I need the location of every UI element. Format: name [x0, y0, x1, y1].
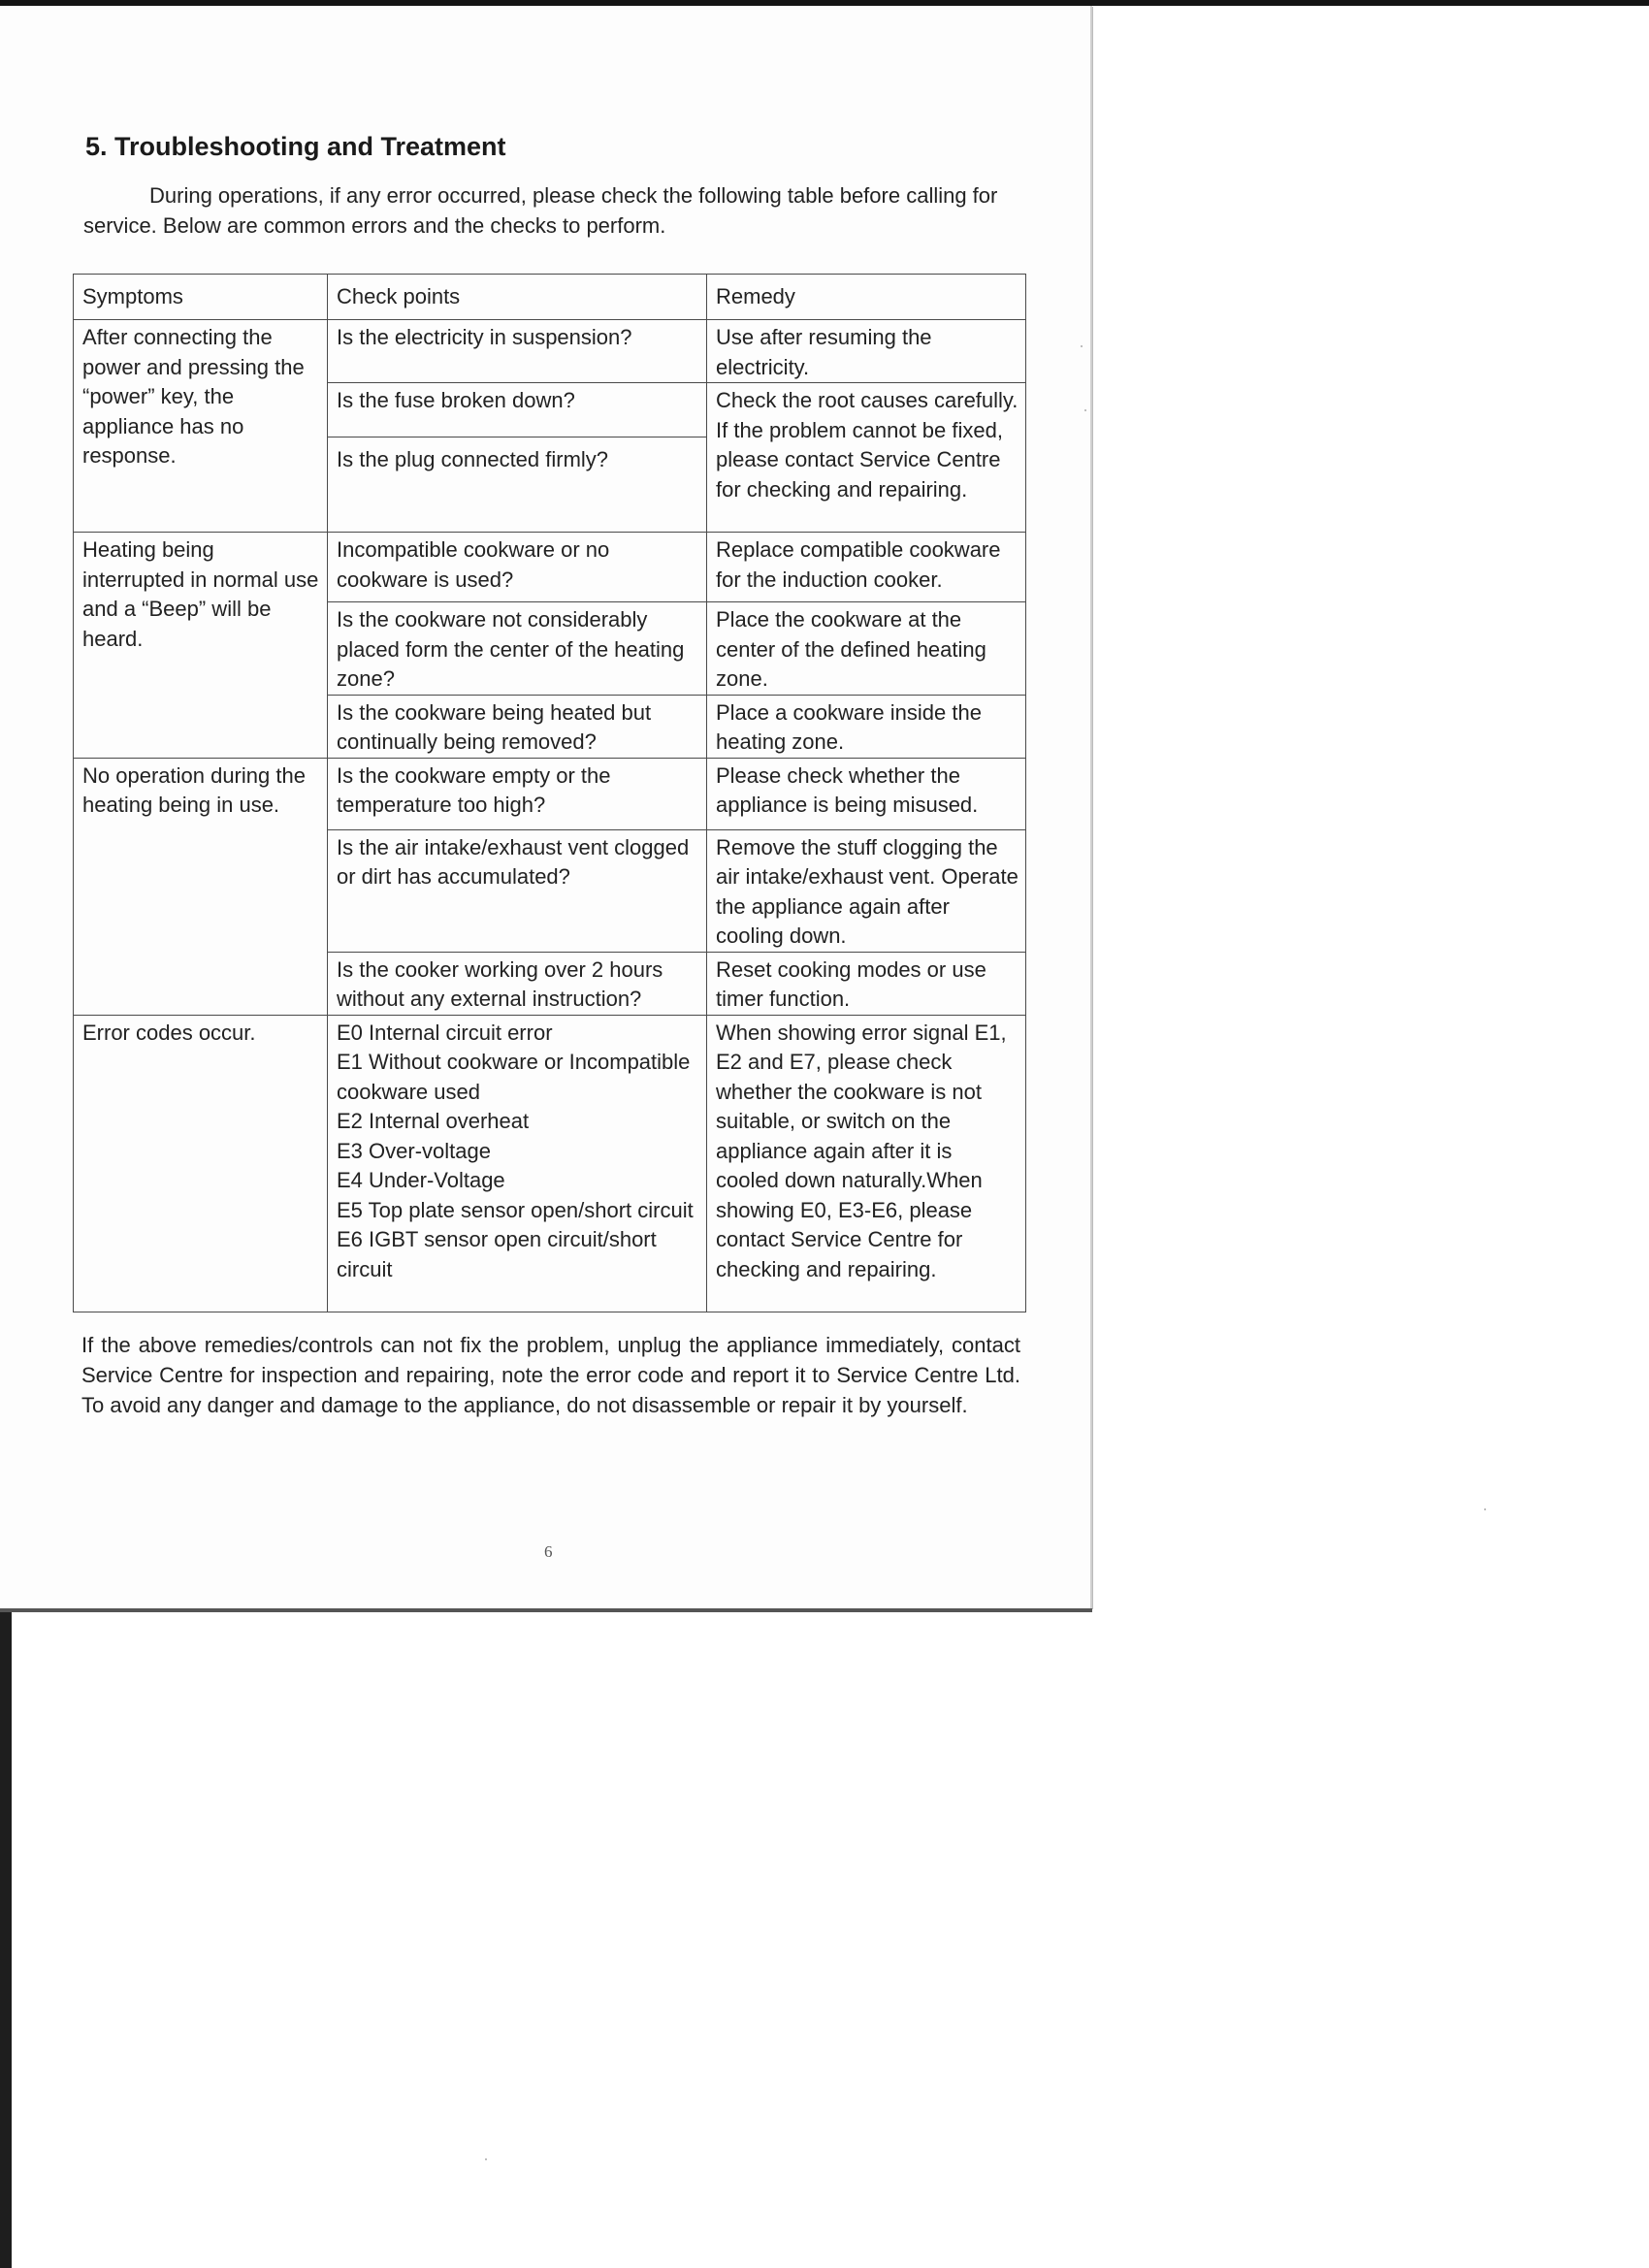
- remedy-reset-modes: Reset cooking modes or use timer function.: [707, 952, 1026, 1015]
- error-code-list: [328, 1015, 707, 1312]
- page-number: 6: [544, 1542, 553, 1561]
- check-working-over-2-hours: Is the cooker working over 2 hours without any external instruction?: [328, 952, 707, 1015]
- check-incompatible-cookware: Incompatible cookware or no cookware is used?: [328, 533, 707, 602]
- remedy-place-cookware: Place a cookware inside the heating zone.: [707, 695, 1026, 758]
- symptom-no-operation: No operation during the heating being in use.: [74, 758, 328, 1015]
- scan-speck: [1081, 345, 1083, 347]
- check-cookware-empty: Is the cookware empty or the temperature too high?: [328, 758, 707, 829]
- closing-paragraph: If the above remedies/controls can not fix the problem, unplug the appliance immediately, contact Service Centre for inspection and repairing, note the error code and report it to Service Centre Ltd. To avoid any danger and damage to the appliance, do not disassemble or repair it by yourself.: [81, 1333, 1020, 1417]
- scan-page-bottom-edge: [0, 1608, 1092, 1612]
- scan-left-edge: [0, 1612, 12, 2268]
- check-vent-clogged: Is the air intake/exhaust vent clogged or dirt has accumulated?: [328, 829, 707, 952]
- check-fuse: Is the fuse broken down?: [328, 383, 707, 437]
- header-symptoms: Symptoms: [74, 275, 328, 320]
- table-header-row: [74, 275, 1026, 320]
- remedy-clear-vent: Remove the stuff clogging the air intake/exhaust vent. Operate the appliance again after cooling down.: [707, 829, 1026, 952]
- check-plug: Is the plug connected firmly?: [328, 437, 707, 533]
- check-electricity: Is the electricity in suspension?: [328, 320, 707, 383]
- table-row: [74, 1015, 1026, 1312]
- remedy-check-misuse: Please check whether the appliance is being misused.: [707, 758, 1026, 829]
- header-check-points: Check points: [328, 275, 707, 320]
- table-row: [74, 758, 1026, 829]
- remedy-center-cookware: Place the cookware at the center of the defined heating zone.: [707, 602, 1026, 696]
- table-row: [74, 320, 1026, 383]
- remedy-root-causes: Check the root causes carefully. If the problem cannot be fixed, please contact Service Centre for checking and repairing.: [707, 383, 1026, 533]
- remedy-replace-cookware: Replace compatible cookware for the induction cooker.: [707, 533, 1026, 602]
- symptom-no-response: After connecting the power and pressing the “power” key, the appliance has no response.: [74, 320, 328, 533]
- error-code-e3: E3 Over-voltage: [337, 1138, 491, 1163]
- manual-page: [0, 6, 1092, 1608]
- remedy-electricity: Use after resuming the electricity.: [707, 320, 1026, 383]
- table-row: [74, 533, 1026, 602]
- symptom-heating-interrupted: Heating being interrupted in normal use and a “Beep” will be heard.: [74, 533, 328, 759]
- error-code-e5: E5 Top plate sensor open/short circuit: [337, 1197, 694, 1222]
- error-code-e2: E2 Internal overheat: [337, 1109, 530, 1133]
- scan-speck: [485, 2158, 487, 2160]
- section-title: 5. Troubleshooting and Treatment: [85, 132, 506, 161]
- troubleshooting-table: [73, 274, 1026, 1312]
- error-code-e4: E4 Under-Voltage: [337, 1168, 505, 1192]
- header-remedy: Remedy: [707, 275, 1026, 320]
- symptom-error-codes: Error codes occur.: [74, 1015, 328, 1312]
- check-cookware-position: Is the cookware not considerably placed form the center of the heating zone?: [328, 602, 707, 696]
- error-code-e6: E6 IGBT sensor open circuit/short circuit: [337, 1227, 657, 1281]
- error-code-e1: E1 Without cookware or Incompatible cookware used: [337, 1050, 691, 1104]
- error-code-e0: E0 Internal circuit error: [337, 1020, 553, 1045]
- scan-speck: [1084, 409, 1086, 411]
- scan-speck: [1484, 1508, 1486, 1510]
- remedy-error-codes: When showing error signal E1, E2 and E7, please check whether the cookware is not suitable, or switch on the appliance again after it is cooled down naturally.When showing E0, E3-E6, please contact Service Centre for checking and repairing.: [707, 1015, 1026, 1312]
- intro-paragraph: During operations, if any error occurred, please check the following table before calling for service. Below are common errors and the checks to perform.: [83, 183, 998, 238]
- check-cookware-removed: Is the cookware being heated but continually being removed?: [328, 695, 707, 758]
